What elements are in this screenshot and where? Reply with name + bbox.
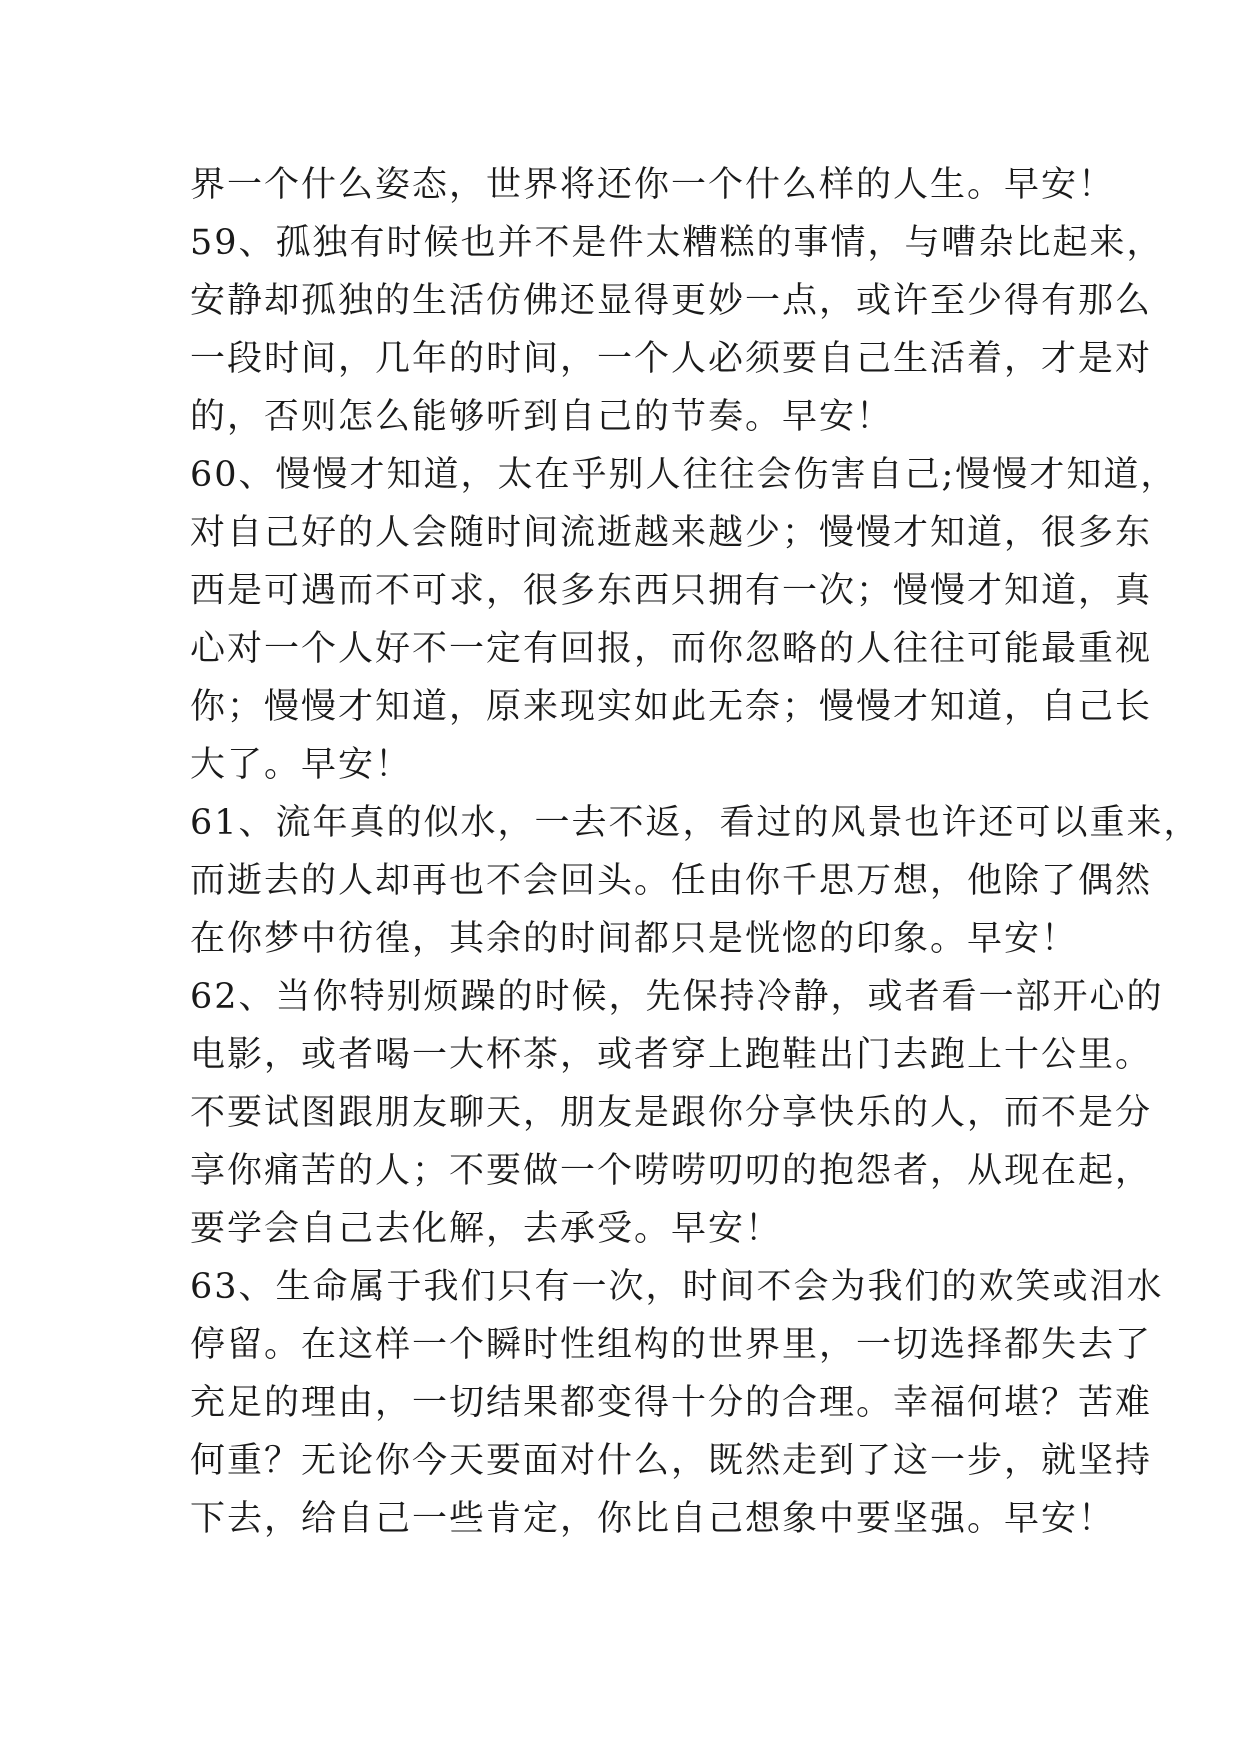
text-line: 西是可遇而不可求，很多东西只拥有一次；慢慢才知道，真 [190,571,1153,611]
text-line: 一段时间，几年的时间，一个人必须要自己生活着，才是对 [190,339,1153,379]
text-line: 充足的理由，一切结果都变得十分的合理。幸福何堪？苦难 [190,1383,1153,1423]
text-line: 59、孤独有时候也并不是件太糟糕的事情，与嘈杂比起来， [190,223,1164,263]
text-line: 安静却孤独的生活仿佛还显得更妙一点，或许至少得有那么 [190,281,1153,321]
body-text [190,156,1201,1548]
text-line: 停留。在这样一个瞬时性组构的世界里，一切选择都失去了 [190,1325,1153,1365]
text-line: 不要试图跟朋友聊天，朋友是跟你分享快乐的人，而不是分 [190,1093,1153,1133]
text-line: 63、生命属于我们只有一次，时间不会为我们的欢笑或泪水 [190,1267,1164,1307]
text-line: 62、当你特别烦躁的时候，先保持冷静，或者看一部开心的 [190,977,1164,1017]
text-line: 电影，或者喝一大杯茶，或者穿上跑鞋出门去跑上十公里。 [190,1035,1153,1075]
text-line: 界一个什么姿态，世界将还你一个什么样的人生。早安！ [190,165,1116,205]
text-line: 在你梦中彷徨，其余的时间都只是恍惚的印象。早安！ [190,919,1079,959]
text-line: 的，否则怎么能够听到自己的节奏。早安！ [190,397,894,437]
text-line: 享你痛苦的人；不要做一个唠唠叨叨的抱怨者，从现在起， [190,1151,1153,1191]
text-line: 你；慢慢才知道，原来现实如此无奈；慢慢才知道，自己长 [190,687,1153,727]
text-line: 要学会自己去化解，去承受。早安！ [190,1209,783,1249]
text-line: 下去，给自己一些肯定，你比自己想象中要坚强。早安！ [190,1499,1116,1539]
text-line: 而逝去的人却再也不会回头。任由你千思万想，他除了偶然 [190,861,1153,901]
text-line: 60、慢慢才知道，太在乎别人往往会伤害自己;慢慢才知道， [190,455,1178,495]
text-line: 对自己好的人会随时间流逝越来越少；慢慢才知道，很多东 [190,513,1153,553]
text-line: 61、流年真的似水，一去不返，看过的风景也许还可以重来， [190,803,1201,843]
text-line: 心对一个人好不一定有回报，而你忽略的人往往可能最重视 [190,629,1153,669]
text-line: 大了。早安！ [190,745,413,785]
text-line: 何重？无论你今天要面对什么，既然走到了这一步，就坚持 [190,1441,1153,1481]
